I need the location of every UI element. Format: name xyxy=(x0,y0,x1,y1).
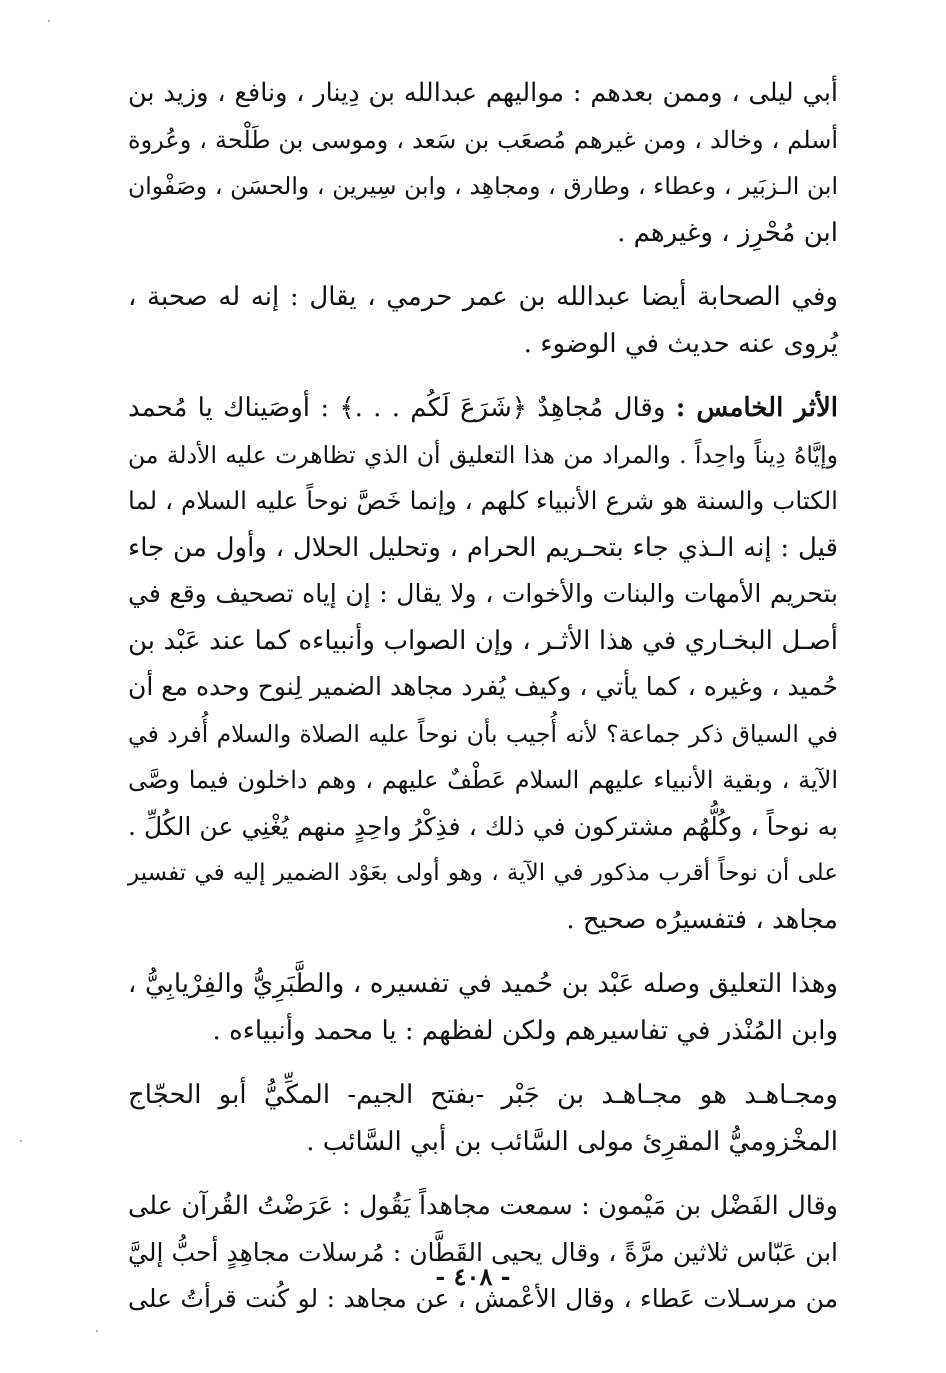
text-line: يُروى عنه حديث في الوضوء . xyxy=(523,328,838,359)
text-line: أصـل البخـاري في هذا الأثـر ، وإن الصواب وأنبياءه كما عند عَبْد بن xyxy=(128,625,838,656)
text-line: أسلم ، وخالد ، ومن غيرهم مُصعَب بن سَعد ، وموسى بن طَلْحة ، وعُروة xyxy=(128,125,838,154)
section-heading: الأثر الخامس : xyxy=(675,393,838,423)
text-line: وإيَّاهُ دِيناً واحِداً . والمراد من هذا التعليق أن الذي تظاهرت عليه الأدلة من xyxy=(128,440,838,469)
text-line: الكتاب والسنة هو شرع الأنبياء كلهم ، وإنما خَصَّ نوحاً عليه السلام ، لما xyxy=(128,486,838,515)
page-number: - ٤٠٨ - xyxy=(435,1262,511,1291)
page-body xyxy=(128,70,838,1341)
text-line: ابن مُحْرِز ، وغيرهم . xyxy=(617,217,838,248)
text-line: من مرسـلات عَطاء ، وقال الأعْمش ، عن مجاهد : لو كُنت قرأتُ على xyxy=(128,1284,838,1313)
paragraph-3 xyxy=(128,385,838,943)
text-line xyxy=(128,385,838,432)
text-line: على أن نوحاً أقرب مذكور في الآية ، وهو أولى بعَوْد الضمير إليه في تفسير xyxy=(128,860,838,886)
text-line: ابن عَبّاس ثلاثين مرَّةً ، وقال يحيى القَطَّان : مُرسلات مجاهِدٍ أحبُّ إليَّ xyxy=(128,1237,838,1267)
scan-speck xyxy=(20,1140,22,1142)
scan-speck xyxy=(96,1330,98,1332)
text-line: ابن الـزبَير ، وعطاء ، وطارق ، ومجاهِد ، وابن سِيرين ، والحسَن ، وصَفْوان xyxy=(128,172,838,200)
paragraph-4 xyxy=(128,961,838,1054)
text-line: قيل : إنه الـذي جاء بتحـريم الحرام ، وتحليل الحلال ، وأول من جاء xyxy=(128,532,838,563)
text-line: ومجـاهـد هو مجـاهـد بن جَبْر -بفتح الجيم- المكِّيُّ أبو الحجّاج xyxy=(128,1080,838,1110)
paragraph-6 xyxy=(128,1183,838,1323)
paragraph-1 xyxy=(128,70,838,256)
text-line: وفي الصحابة أيضا عبدالله بن عمر حرمي ، يقال : إنه له صحبة ، xyxy=(128,282,838,312)
paragraph-5 xyxy=(128,1072,838,1165)
text-line: وابن المُنْذر في تفاسيرهم ولكن لفظهم : يا محمد وأنبياءه . xyxy=(212,1015,838,1046)
text-line: بتحريم الأمهات والبنات والأخوات ، ولا يقال : إن إياه تصحيف وقع في xyxy=(128,579,838,608)
text-line: أبي ليلى ، وممن بعدهم : مواليهم عبدالله بن دِينار ، ونافع ، وزيد بن xyxy=(128,78,838,108)
text-line: المخْزوميُّ المقرِئ مولى السَّائب بن أبي السَّائب . xyxy=(306,1126,838,1157)
text-line: في السياق ذكر جماعة؟ لأنه أُجيب بأن نوحاً عليه الصلاة والسلام أُفرد في xyxy=(128,719,838,748)
text-line-continuation: وقال مُجاهِدٌ ﴿شَرَعَ لَكُم . . .﴾ : أوصَيناك يا مُحمد xyxy=(128,393,676,423)
text-line: به نوحاً ، وكُلُّهُم مشتركون في ذلك ، فذِكْرُ واحِدٍ منهم يُغْنِي عن الكُلِّ . xyxy=(128,811,838,841)
text-line: وقال الفَضْل بن مَيْمون : سمعت مجاهداً يَقُول : عَرَضْتُ القُرآن على xyxy=(128,1191,838,1221)
text-line: حُميد ، وغيره ، كما يأتي ، وكيف يُفرد مجاهد الضمير لِنوح وحده مع أن xyxy=(128,672,838,701)
text-line: مجاهد ، فتفسيرُه صحيح . xyxy=(566,904,838,935)
text-line: الآية ، وبقية الأنبياء عليهم السلام عَطْفٌ عليهم ، وهم داخلون فيما وصَّى xyxy=(128,766,838,794)
scan-speck xyxy=(48,20,50,22)
text-line: وهذا التعليق وصله عَبْد بن حُميد في تفسيره ، والطَّبَرِيُّ والفِرْيابِيُّ ، xyxy=(128,969,838,999)
paragraph-2 xyxy=(128,274,838,367)
